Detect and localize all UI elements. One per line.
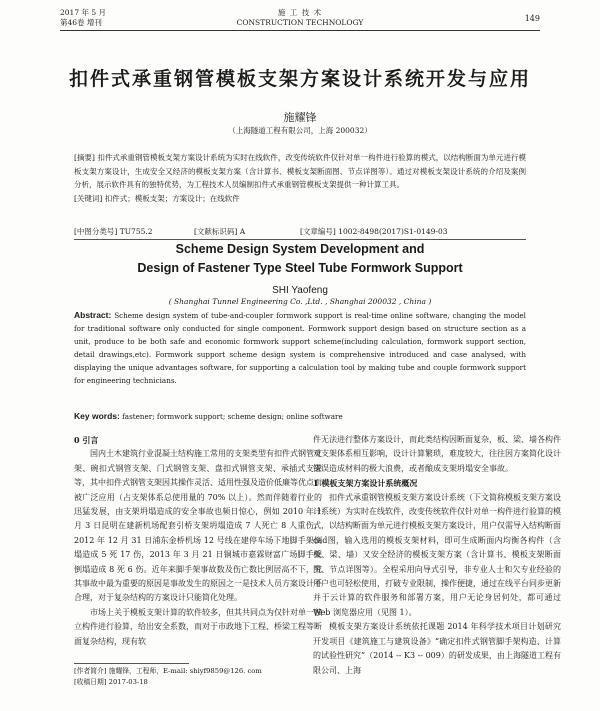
document-code: [文献标识码] A (194, 227, 246, 236)
footnote-rule (74, 663, 189, 664)
header-rule (60, 30, 540, 31)
received-date: [收稿日期] 2017-03-18 (74, 678, 148, 686)
footnote (74, 663, 322, 688)
article-number: [文章编号] 1002-8498(2017)S1-0149-03 (300, 227, 448, 236)
body-paragraph: 市场上关于模板支架计算的软件较多，但其共同点为仅针对单一独立构件进行验算，给出安全系数，而对于市政地下工程、桥梁工程等断面复杂结构，现有软 (74, 607, 322, 646)
section-heading-1: 1 模板支架方案设计系统概况 (313, 478, 418, 489)
author-en: SHI Yaofeng (272, 285, 328, 296)
author-cn: 施耀锋 (283, 111, 317, 124)
keywords-en-label: Key words: (74, 411, 120, 421)
body-right-column (313, 433, 561, 703)
title-en-line-2: Design of Fastener Type Steel Tube Formwork Support (137, 261, 463, 275)
abstract-en-label: Abstract: (74, 310, 112, 320)
journal-name-en: CONSTRUCTION TECHNOLOGY (236, 17, 364, 27)
body-paragraph: 模板支架方案设计系统依托课题 2014 年科学技术项目计划研究开发项目《建筑施工与建筑设备》“确定扣件式钢管脚手架构造、计算的试验性研究”（2014 -- K3 -- 009）的研发成果，由上海隧道工程有限公司、上海 (313, 622, 561, 675)
body-paragraph: 扣件式承重钢管模板支架方案设计系统（下文简称模板支架方案设计系统）为实时在线软件，改变传统软件仅针对单一构件进行验算的模式，以结构断面为单元进行模板支架方案设计，用户仅需导入结构断面cad图，输入选用的模板支架材料，即可生成断面内均衡各构件（含板、梁、墙）又安全经济的模板支架方案（含计算书、模板支架断面图、节点详图等）。全程采用向导式引导，非专业人士和欠专业经验的用户也可轻松使用，打破专业限制，操作便捷，通过在线平台同步更新并于云计算的软件服务和部署方案，用户无论身居何处，都可通过 Web 浏览器应用（见图 1）。 (313, 492, 561, 617)
paper-title-cn: 扣件式承重钢管模板支架方案设计系统开发与应用 (68, 68, 531, 90)
abstract-cn (74, 151, 526, 205)
paper-title-en (0, 240, 600, 278)
author-info: [作者简介] 施耀锋，工程师，E-mail: shiyf9859@126. com (74, 667, 262, 675)
affiliation-cn: （上海隧道工程有限公司，上海 200032） (228, 126, 372, 135)
title-en-line-1: Scheme Design System Development and (175, 242, 425, 256)
keywords-en (74, 411, 526, 421)
keywords-cn: [关键词] 扣件式；模板支架；方案设计；在线软件 (74, 193, 240, 203)
journal-name-cn: 施 工 技 术 (277, 8, 323, 17)
classification-row (74, 226, 526, 238)
clc-number: [中图分类号] TU755.2 (74, 227, 153, 236)
abstract-en (74, 309, 526, 387)
page-number: 149 (524, 14, 540, 23)
section-heading-intro: 0 引言 (74, 435, 99, 445)
abstract-cn-text: [摘要] 扣件式承重钢管模板支架方案设计系统为实时在线软件，改变传统软件仅针对单一构件进行验算的模式，以结构断面为单元进行模板支架方案设计，生成安全又经济的模板支架方案（含计算书、模板支架断面图、节点详图等）。通过对模板支架设计系统的介绍及案例分析，展示软件具有的独特优势，为工程技术人员编制扣件式承重钢管模板支架提供一种计算工具。 (74, 153, 526, 189)
running-header (60, 8, 540, 30)
issue-date: 2017 年 5 月 (60, 8, 107, 17)
keywords-en-text: fastener; formwork support; scheme design; online software (122, 412, 343, 421)
abstract-en-text: Scheme design system of tube-and-coupler formwork support is real-time online software, changing the model for traditional software only conducted for single component. Formwork support design based on structure section as a unit, produce to be both safe and economic formwork support scheme(including calculation, formwork support section, detail drawings,etc). Formwork support scheme design system is comprehensive introduced and case analysed, with displaying the unique advantages software, for supporting a calculation tool by making tube and couple formwork support for engineering technicians. (74, 311, 526, 385)
affiliation-en: ( Shanghai Tunnel Engineering Co. ,Ltd. , Shanghai 200032 , China ) (168, 297, 432, 306)
body-paragraph: 件无法进行整体方案设计，而此类结构因断面复杂，板、梁、墙各构件对支架体系相互影响，设计计算繁琐，难度较大，往往因方案简化设计错误造成材料的极大浪费，或者酿成支架坍塌安全事故。 (313, 435, 561, 473)
body-paragraph: 国内土木建筑行业混凝土结构施工常用的支架类型有扣件式钢管支架、碗扣式钢管支架、门式钢管支架、盘扣式钢管支架、承插式支架等，其中扣件式钢管支架因其操作灵活、适用性强及造价低廉等优点而被广泛应用（占支架体系总使用量的 70% 以上）。然而伴随着行业的迅猛发展，由支架坍塌造成的安全事故也频日惊心，例如 2010 年 1 月 3 日昆明在建新机场配套引桥支架坍塌造成 7 人死亡 8 人重伤，2012 年 12 月 31 日浦东金桥机场 12 号线在建停车场下地脚手架倒塌造成 5 死 17 伤，2013 年 3 月 21 日铜城市嘉霖财富广场脚手架倒塌造成 8 死 6 伤。近年来脚手架事故数及伤亡数比例居高不下，究其事故中最为重要的原因是事故发生的原因之一是技术人员方案设计不合理，对于复杂结构的方案设计只能简化处理。 (74, 449, 322, 603)
journal-name (60, 8, 540, 27)
body-left-column (74, 433, 322, 648)
volume-label: 第46卷 增刊 (60, 17, 102, 27)
